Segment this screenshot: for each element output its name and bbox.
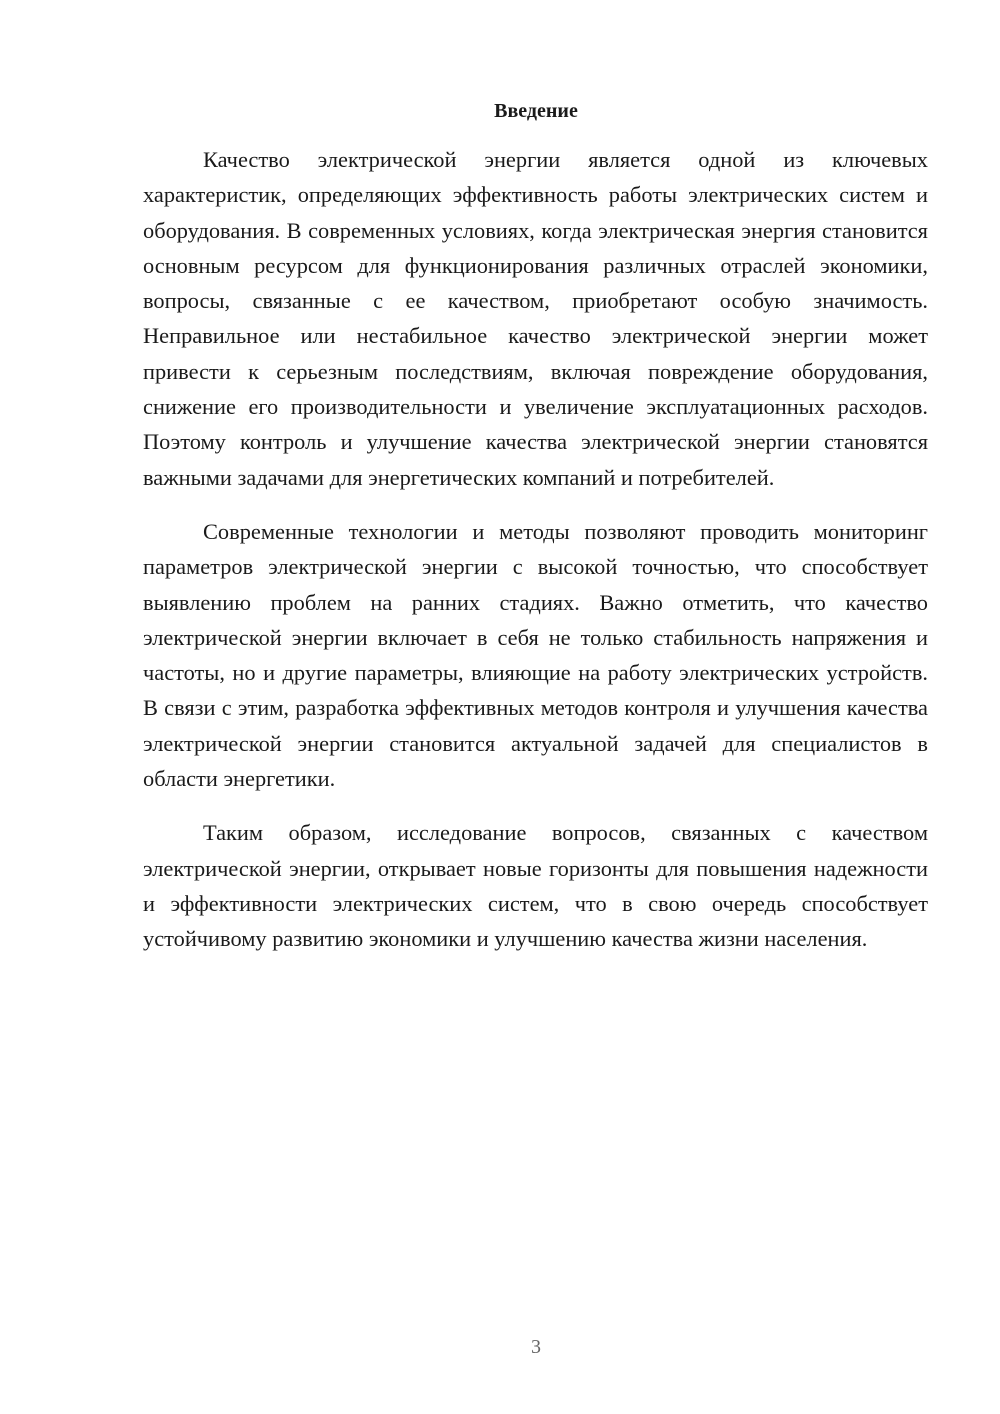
paragraph-1: Качество электрической энергии является одной из ключевых характеристик, определяющих эффективность работы электрических систем и оборудования. В современных условиях, когда электрическая энергия становится основным ресурсом для функционирования различных отраслей экономики, вопросы, связанные с ее качеством, приобретают особую значимость. Неправильное или нестабильное качество электрической энергии может привести к серьезным последствиям, включая повреждение оборудования, снижение его производительности и увеличение эксплуатационных расходов. Поэтому контроль и улучшение качества электрической энергии становятся важными задачами для энергетических компаний и потребителей. [143,147,928,490]
body-text [143,142,928,957]
section-heading: Введение [494,100,578,122]
page-number: 3 [531,1336,541,1358]
paragraph-2: Современные технологии и методы позволяют проводить мониторинг параметров электрической энергии с высокой точностью, что способствует выявлению проблем на ранних стадиях. Важно отметить, что качество электрической энергии включает в себя не только стабильность напряжения и частоты, но и другие параметры, влияющие на работу электрических устройств. В связи с этим, разработка эффективных методов контроля и улучшения качества электрической энергии становится актуальной задачей для специалистов в области энергетики. [143,518,928,792]
paragraph-3: Таким образом, исследование вопросов, связанных с качеством электрической энергии, открывает новые горизонты для повышения надежности и эффективности электрических систем, что в свою очередь способствует устойчивому развитию экономики и улучшению качества жизни населения. [143,820,928,952]
